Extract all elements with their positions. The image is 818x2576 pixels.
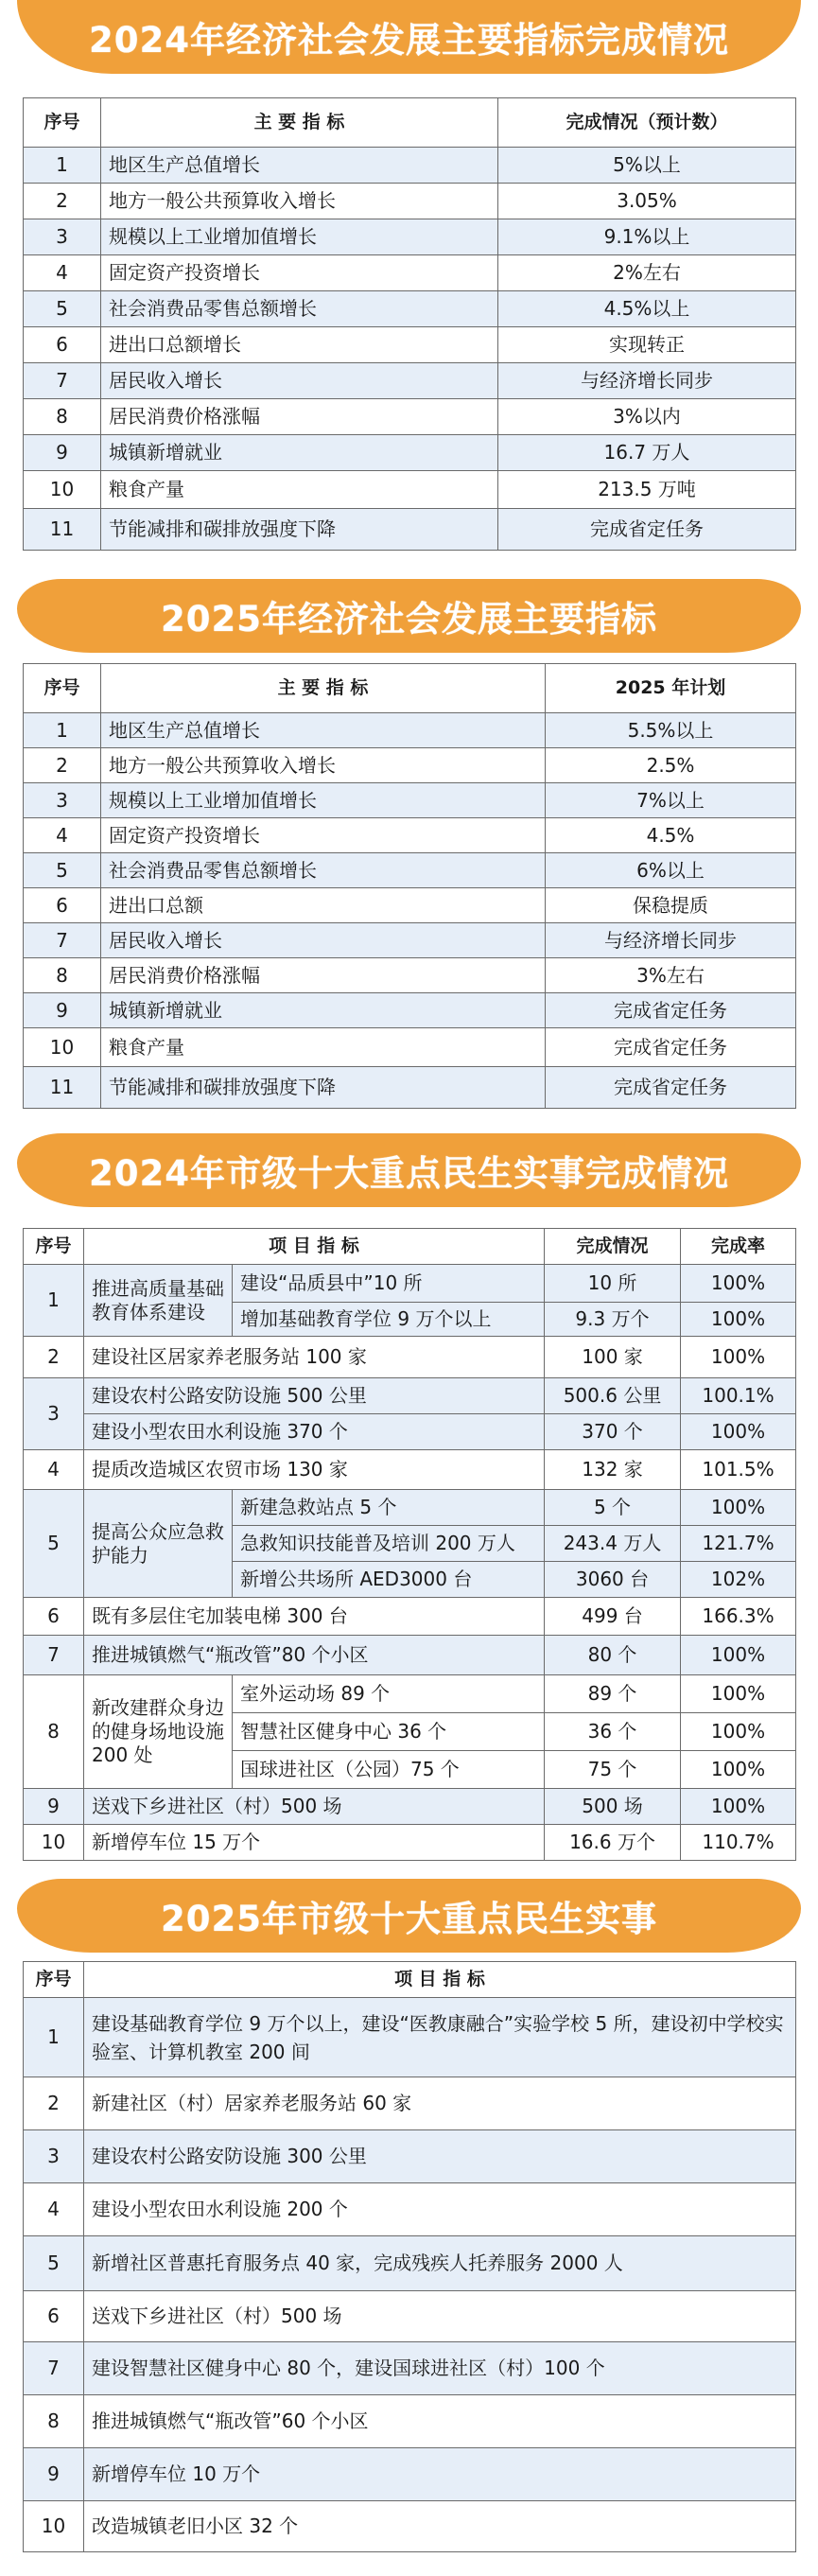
row-no: 4 [24, 255, 101, 291]
row-indicator: 居民收入增长 [101, 923, 546, 958]
row-value: 213.5 万吨 [498, 471, 796, 509]
header-result: 完成情况（预计数） [498, 98, 796, 148]
row-item: 既有多层住宅加装电梯 300 台 [84, 1598, 545, 1636]
table-row [24, 1636, 796, 1675]
table-row [24, 1998, 796, 2077]
table-2025-livelihood [23, 1961, 796, 2552]
row-rate: 100% [681, 1303, 796, 1337]
row-item: 新增停车位 15 万个 [84, 1825, 545, 1861]
row-no: 7 [24, 1636, 84, 1675]
row-rate: 100% [681, 1636, 796, 1675]
row-indicator: 地区生产总值增长 [101, 148, 498, 184]
table-2024-indicators [23, 97, 796, 551]
table-row [24, 1490, 796, 1526]
table-row [24, 1825, 796, 1861]
row-no: 10 [24, 1825, 84, 1861]
row-no: 1 [24, 1265, 84, 1337]
row-value: 5 个 [545, 1490, 681, 1526]
row-no: 2 [24, 2077, 84, 2130]
row-no: 4 [24, 818, 101, 853]
row-value: 36 个 [545, 1713, 681, 1751]
table-row [24, 783, 796, 818]
section-2-banner [17, 579, 801, 653]
row-group: 推进高质量基础教育体系建设 [84, 1265, 233, 1337]
row-value: 5.5%以上 [546, 713, 796, 748]
row-indicator: 居民收入增长 [101, 363, 498, 399]
header-item: 项 目 指 标 [84, 1962, 796, 1998]
row-item: 建设智慧社区健身中心 80 个，建设国球进社区（村）100 个 [84, 2342, 796, 2395]
row-indicator: 城镇新增就业 [101, 435, 498, 471]
header-item: 项 目 指 标 [84, 1229, 545, 1265]
row-subitem: 建设农村公路安防设施 500 公里 [84, 1378, 545, 1414]
row-item: 推进城镇燃气“瓶改管”80 个小区 [84, 1636, 545, 1675]
row-rate: 100% [681, 1265, 796, 1303]
row-rate: 100% [681, 1789, 796, 1825]
row-indicator: 规模以上工业增加值增长 [101, 783, 546, 818]
row-value: 7%以上 [546, 783, 796, 818]
row-no: 3 [24, 1378, 84, 1450]
table-row [24, 1789, 796, 1825]
table-header [24, 98, 796, 148]
row-item: 新增停车位 10 万个 [84, 2448, 796, 2501]
table-row [24, 923, 796, 958]
row-value: 3%左右 [546, 958, 796, 993]
row-indicator: 进出口总额增长 [101, 327, 498, 363]
row-item: 改造城镇老旧小区 32 个 [84, 2501, 796, 2552]
row-indicator: 社会消费品零售总额增长 [101, 291, 498, 327]
table-row [24, 2291, 796, 2342]
row-indicator: 规模以上工业增加值增长 [101, 219, 498, 255]
row-no: 6 [24, 1598, 84, 1636]
row-no: 8 [24, 399, 101, 435]
row-item: 建设小型农田水利设施 200 个 [84, 2183, 796, 2236]
row-value: 完成省定任务 [546, 1067, 796, 1109]
row-subitem: 国球进社区（公园）75 个 [233, 1751, 545, 1789]
row-no: 4 [24, 2183, 84, 2236]
row-indicator: 居民消费价格涨幅 [101, 399, 498, 435]
row-item: 新建社区（村）居家养老服务站 60 家 [84, 2077, 796, 2130]
row-item: 建设社区居家养老服务站 100 家 [84, 1337, 545, 1378]
row-value: 9.3 万个 [545, 1303, 681, 1337]
row-item: 建设农村公路安防设施 300 公里 [84, 2130, 796, 2183]
table-2024-livelihood [23, 1228, 796, 1861]
section-3-banner [17, 1133, 801, 1207]
row-no: 2 [24, 1337, 84, 1378]
table-row [24, 291, 796, 327]
section-1-title: 2024年经济社会发展主要指标完成情况 [89, 20, 729, 61]
row-value: 132 家 [545, 1450, 681, 1490]
row-value: 370 个 [545, 1414, 681, 1450]
row-value: 16.7 万人 [498, 435, 796, 471]
row-value: 保稳提质 [546, 888, 796, 923]
row-no: 5 [24, 1490, 84, 1598]
table-row [24, 399, 796, 435]
row-subitem: 建设“品质县中”10 所 [233, 1265, 545, 1303]
table-row [24, 2077, 796, 2130]
row-no: 1 [24, 148, 101, 184]
row-value: 499 台 [545, 1598, 681, 1636]
table-row [24, 1414, 796, 1450]
row-no: 3 [24, 783, 101, 818]
table-2025-indicators [23, 663, 796, 1109]
row-rate: 100% [681, 1414, 796, 1450]
row-value: 89 个 [545, 1675, 681, 1713]
row-value: 80 个 [545, 1636, 681, 1675]
section-3-title: 2024年市级十大重点民生实事完成情况 [89, 1153, 729, 1194]
row-rate: 100% [681, 1751, 796, 1789]
row-no: 9 [24, 1789, 84, 1825]
row-no: 9 [24, 2448, 84, 2501]
table-row [24, 1598, 796, 1636]
row-no: 7 [24, 923, 101, 958]
row-value: 与经济增长同步 [498, 363, 796, 399]
row-rate: 100% [681, 1713, 796, 1751]
row-no: 8 [24, 2395, 84, 2448]
table-row [24, 1028, 796, 1067]
table-row [24, 327, 796, 363]
row-item: 建设基础教育学位 9 万个以上，建设“医教康融合”实验学校 5 所，建设初中学校实验室、计算机教室 200 间 [84, 1998, 796, 2077]
row-value: 100 家 [545, 1337, 681, 1378]
table-row [24, 1450, 796, 1490]
row-value: 完成省定任务 [498, 509, 796, 551]
table-row [24, 1067, 796, 1109]
table-row [24, 471, 796, 509]
row-no: 2 [24, 748, 101, 783]
row-indicator: 节能减排和碳排放强度下降 [101, 1067, 546, 1109]
row-no: 11 [24, 1067, 101, 1109]
table-row [24, 2448, 796, 2501]
row-value: 3060 台 [545, 1562, 681, 1598]
row-value: 3%以内 [498, 399, 796, 435]
row-indicator: 粮食产量 [101, 1028, 546, 1067]
row-no: 6 [24, 327, 101, 363]
header-indicator: 主 要 指 标 [101, 98, 498, 148]
row-rate: 101.5% [681, 1450, 796, 1490]
row-value: 16.6 万个 [545, 1825, 681, 1861]
header-no: 序号 [24, 1229, 84, 1265]
row-no: 5 [24, 291, 101, 327]
row-rate: 166.3% [681, 1598, 796, 1636]
section-1-banner [17, 0, 801, 74]
header-no: 序号 [24, 98, 101, 148]
section-4-title: 2025年市级十大重点民生实事 [161, 1899, 657, 1939]
table-row [24, 853, 796, 888]
table-row [24, 2501, 796, 2552]
table-row [24, 1675, 796, 1713]
row-indicator: 进出口总额 [101, 888, 546, 923]
row-no: 8 [24, 1675, 84, 1789]
table-row [24, 818, 796, 853]
row-no: 11 [24, 509, 101, 551]
row-value: 2%左右 [498, 255, 796, 291]
table-row [24, 888, 796, 923]
row-no: 9 [24, 435, 101, 471]
row-no: 7 [24, 363, 101, 399]
row-indicator: 地区生产总值增长 [101, 713, 546, 748]
table-row [24, 435, 796, 471]
row-no: 3 [24, 219, 101, 255]
table-row [24, 713, 796, 748]
table-row [24, 509, 796, 551]
row-rate: 100% [681, 1490, 796, 1526]
table-row [24, 255, 796, 291]
row-rate: 110.7% [681, 1825, 796, 1861]
row-indicator: 地方一般公共预算收入增长 [101, 184, 498, 219]
row-rate: 121.7% [681, 1526, 796, 1562]
row-value: 2.5% [546, 748, 796, 783]
section-4-banner [17, 1879, 801, 1953]
row-rate: 100% [681, 1675, 796, 1713]
row-value: 4.5% [546, 818, 796, 853]
table-row [24, 2130, 796, 2183]
row-indicator: 节能减排和碳排放强度下降 [101, 509, 498, 551]
row-subitem: 新建急救站点 5 个 [233, 1490, 545, 1526]
row-item: 推进城镇燃气“瓶改管”60 个小区 [84, 2395, 796, 2448]
row-no: 7 [24, 2342, 84, 2395]
row-indicator: 地方一般公共预算收入增长 [101, 748, 546, 783]
table-header [24, 664, 796, 713]
row-indicator: 固定资产投资增长 [101, 255, 498, 291]
row-no: 6 [24, 888, 101, 923]
table-row [24, 2236, 796, 2291]
row-rate: 100.1% [681, 1378, 796, 1414]
row-value: 与经济增长同步 [546, 923, 796, 958]
row-item: 送戏下乡进社区（村）500 场 [84, 2291, 796, 2342]
row-no: 9 [24, 993, 101, 1028]
table-row [24, 993, 796, 1028]
row-no: 1 [24, 1998, 84, 2077]
row-indicator: 固定资产投资增长 [101, 818, 546, 853]
row-value: 500 场 [545, 1789, 681, 1825]
table-row [24, 1265, 796, 1303]
table-row [24, 1378, 796, 1414]
row-subitem: 建设小型农田水利设施 370 个 [84, 1414, 545, 1450]
table-row [24, 2183, 796, 2236]
row-no: 5 [24, 853, 101, 888]
table-row [24, 2395, 796, 2448]
row-value: 10 所 [545, 1265, 681, 1303]
row-value: 500.6 公里 [545, 1378, 681, 1414]
row-value: 实现转正 [498, 327, 796, 363]
row-no: 10 [24, 2501, 84, 2552]
row-value: 完成省定任务 [546, 1028, 796, 1067]
row-group: 新改建群众身边的健身场地设施 200 处 [84, 1675, 233, 1789]
row-value: 9.1%以上 [498, 219, 796, 255]
row-value: 4.5%以上 [498, 291, 796, 327]
header-no: 序号 [24, 1962, 84, 1998]
table-row [24, 748, 796, 783]
table-row [24, 148, 796, 184]
table-row [24, 2342, 796, 2395]
row-value: 75 个 [545, 1751, 681, 1789]
row-subitem: 智慧社区健身中心 36 个 [233, 1713, 545, 1751]
header-no: 序号 [24, 664, 101, 713]
row-value: 完成省定任务 [546, 993, 796, 1028]
row-rate: 100% [681, 1337, 796, 1378]
row-subitem: 增加基础教育学位 9 万个以上 [233, 1303, 545, 1337]
row-value: 3.05% [498, 184, 796, 219]
row-subitem: 室外运动场 89 个 [233, 1675, 545, 1713]
row-no: 8 [24, 958, 101, 993]
table-row [24, 363, 796, 399]
row-rate: 102% [681, 1562, 796, 1598]
header-rate: 完成率 [681, 1229, 796, 1265]
table-header [24, 1962, 796, 1998]
header-result: 完成情况 [545, 1229, 681, 1265]
section-2-title: 2025年经济社会发展主要指标 [161, 599, 657, 640]
row-no: 2 [24, 184, 101, 219]
row-item: 送戏下乡进社区（村）500 场 [84, 1789, 545, 1825]
table-row [24, 184, 796, 219]
row-value: 243.4 万人 [545, 1526, 681, 1562]
row-no: 1 [24, 713, 101, 748]
row-item: 提质改造城区农贸市场 130 家 [84, 1450, 545, 1490]
table-row [24, 958, 796, 993]
row-value: 6%以上 [546, 853, 796, 888]
row-value: 5%以上 [498, 148, 796, 184]
row-no: 10 [24, 1028, 101, 1067]
row-indicator: 粮食产量 [101, 471, 498, 509]
row-indicator: 社会消费品零售总额增长 [101, 853, 546, 888]
row-item: 新增社区普惠托育服务点 40 家，完成残疾人托养服务 2000 人 [84, 2236, 796, 2291]
header-plan: 2025 年计划 [546, 664, 796, 713]
row-subitem: 急救知识技能普及培训 200 万人 [233, 1526, 545, 1562]
row-group: 提高公众应急救护能力 [84, 1490, 233, 1598]
row-no: 6 [24, 2291, 84, 2342]
row-no: 10 [24, 471, 101, 509]
row-indicator: 居民消费价格涨幅 [101, 958, 546, 993]
row-subitem: 新增公共场所 AED3000 台 [233, 1562, 545, 1598]
row-no: 5 [24, 2236, 84, 2291]
table-header [24, 1229, 796, 1265]
row-no: 3 [24, 2130, 84, 2183]
table-row [24, 219, 796, 255]
row-no: 4 [24, 1450, 84, 1490]
table-row [24, 1337, 796, 1378]
header-indicator: 主 要 指 标 [101, 664, 546, 713]
row-indicator: 城镇新增就业 [101, 993, 546, 1028]
